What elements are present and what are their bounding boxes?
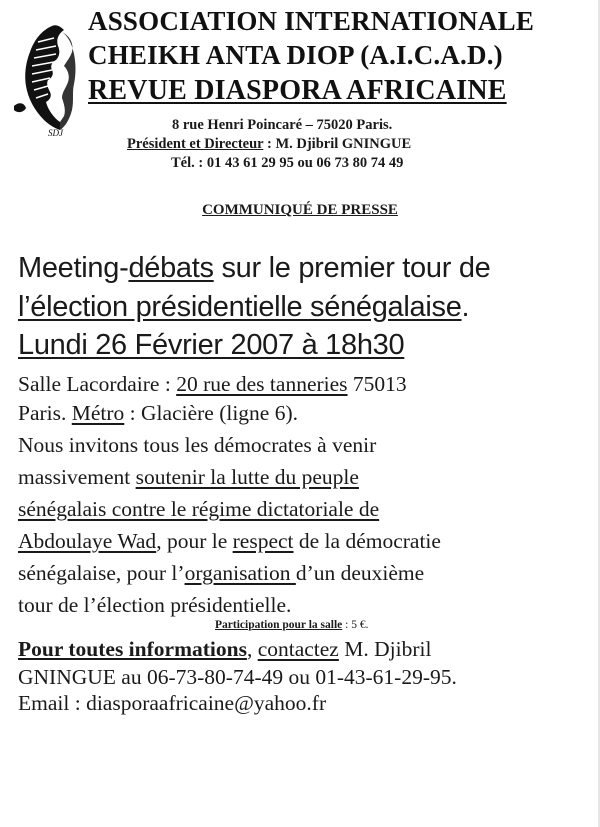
invitation-line-5: sénégalaise, pour l’organisation d’un deuxième xyxy=(18,561,425,585)
invitation-line-3: sénégalais contre le régime dictatoriale de xyxy=(18,497,380,521)
contact-line-2: GNINGUE au 06-73-80-74-49 ou 01-43-61-29-95. xyxy=(18,665,457,689)
email-line: Email : diasporaafricaine@yahoo.fr xyxy=(18,691,327,715)
invitation-line-2: massivement soutenir la lutte du peuple xyxy=(18,465,359,489)
revue-title: REVUE DIASPORA AFRICAINE xyxy=(88,75,507,106)
logo-signature: SDJ xyxy=(48,128,63,138)
president-label: Président et Directeur xyxy=(127,136,264,152)
headline-line-1: Meeting-débats sur le premier tour de xyxy=(18,252,491,284)
invitation-line-6: tour de l’élection présidentielle. xyxy=(18,593,292,617)
headline-date: Lundi 26 Février 2007 à 18h30 xyxy=(18,329,405,361)
president-name: : M. Djibril GNINGUE xyxy=(263,136,412,152)
association-title: ASSOCIATION INTERNATIONALE xyxy=(88,6,535,36)
president-line xyxy=(127,136,411,153)
headline-line-2: l’élection présidentielle sénégalaise. xyxy=(18,291,470,323)
invitation-line-1: Nous invitons tous les démocrates à venir xyxy=(18,433,377,457)
contact-line-1: Pour toutes informations, contactez M. Djibril xyxy=(18,637,432,661)
african-profile-logo-icon xyxy=(8,22,80,138)
association-subtitle: CHEIKH ANTA DIOP (A.I.C.A.D.) xyxy=(88,40,503,70)
phone-line: Tél. : 01 43 61 29 95 ou 06 73 80 74 49 xyxy=(171,155,404,171)
invitation-line-4: Abdoulaye Wad, pour le respect de la démocratie xyxy=(18,529,441,553)
communique-heading: COMMUNIQUÉ DE PRESSE xyxy=(202,202,398,218)
participation-fee: Participation pour la salle : 5 €. xyxy=(215,619,369,631)
metro-line: Paris. Métro : Glacière (ligne 6). xyxy=(18,401,299,425)
venue-line: Salle Lacordaire : 20 rue des tanneries 75013 xyxy=(18,372,407,396)
address: 8 rue Henri Poincaré – 75020 Paris. xyxy=(172,117,393,133)
